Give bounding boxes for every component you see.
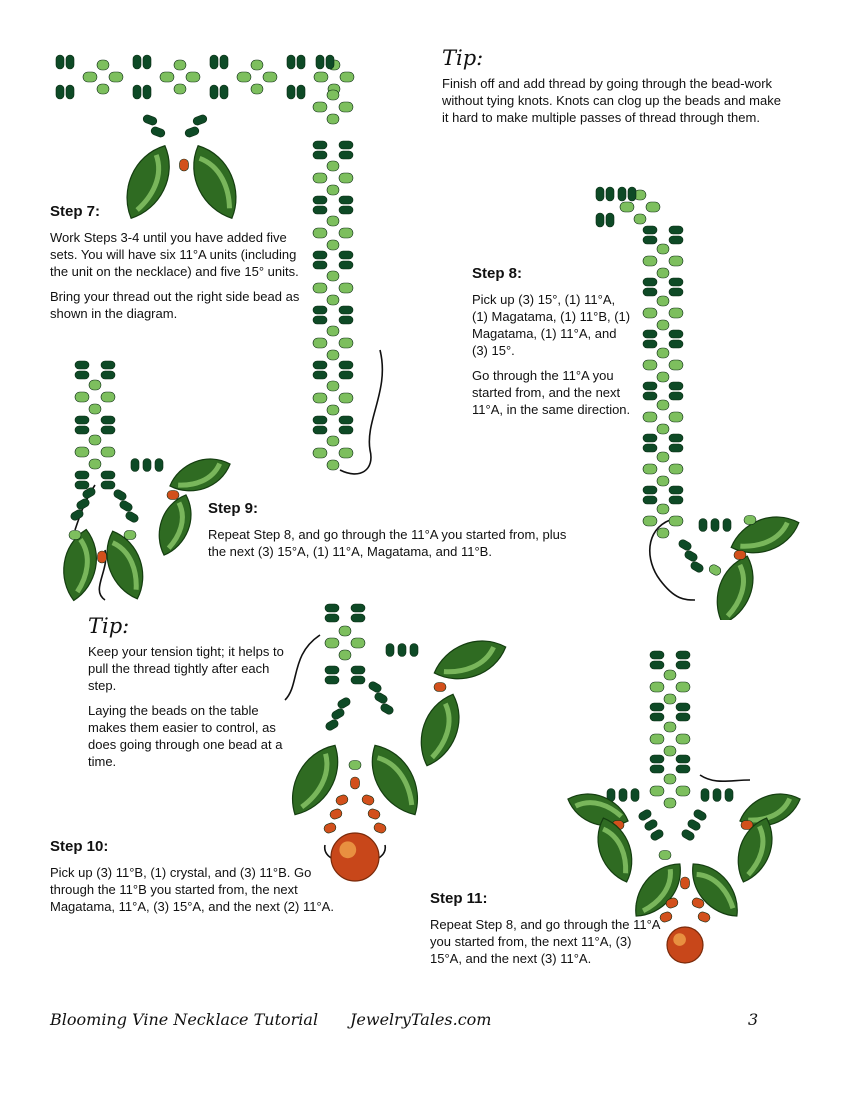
tip-1-title: Tip: <box>442 46 484 70</box>
bead-icon <box>643 464 657 474</box>
bead-icon <box>657 244 669 254</box>
bead-icon <box>643 392 657 400</box>
crystal-highlight <box>673 933 686 946</box>
bead-icon <box>56 85 64 99</box>
bead-icon <box>657 504 669 514</box>
step-7-text-1: Work Steps 3-4 until you have added five sets. You will have six 11°A units (including the unit on the necklace) and five 15° units. <box>50 230 299 279</box>
bead-icon <box>657 320 669 330</box>
bead-icon <box>313 261 327 269</box>
bead-icon <box>66 85 74 99</box>
bead-icon <box>340 72 354 82</box>
bead-icon <box>646 202 660 212</box>
bead-icon <box>683 549 698 562</box>
step-7-title: Step 7: <box>50 203 101 220</box>
bead-icon <box>339 448 353 458</box>
bead-icon <box>112 488 127 501</box>
tip-2-text-2: Laying the beads on the table makes them easier to control, as does going through one bead at a time. <box>88 703 283 769</box>
bead-icon <box>664 722 676 732</box>
bead-icon <box>686 818 701 831</box>
crystal-highlight <box>339 841 356 858</box>
bead-icon <box>263 72 277 82</box>
bead-icon <box>373 691 388 704</box>
bead-icon <box>351 777 360 789</box>
step-8-title: Step 8: <box>472 265 523 282</box>
thread-line <box>650 520 695 600</box>
bead-icon <box>650 661 664 669</box>
bead-icon <box>97 84 109 94</box>
bead-icon <box>101 371 115 379</box>
bead-icon <box>326 55 334 69</box>
step-11 <box>430 890 662 975</box>
bead-icon <box>676 682 690 692</box>
bead-icon <box>186 72 200 82</box>
bead-icon <box>174 60 186 70</box>
bead-icon <box>434 683 446 692</box>
bead-icon <box>339 416 353 424</box>
step-9-text: Repeat Step 8, and go through the 11°A you started from, plus the next (3) 15°A, (1) 11°A, Magatama, and 11°B. <box>208 527 567 559</box>
bead-icon <box>697 911 711 924</box>
step-10-title: Step 10: <box>50 838 109 855</box>
bead-icon <box>669 226 683 234</box>
bead-icon <box>118 499 133 512</box>
bead-icon <box>142 114 158 126</box>
bead-icon <box>669 256 683 266</box>
bead-icon <box>75 447 89 457</box>
bead-icon <box>649 828 664 841</box>
bead-icon <box>643 382 657 390</box>
bead-icon <box>327 295 339 305</box>
bead-icon <box>618 187 626 201</box>
bead-icon <box>297 55 305 69</box>
bead-icon <box>643 444 657 452</box>
bead-icon <box>210 85 218 99</box>
bead-icon <box>692 808 707 821</box>
bead-icon <box>133 55 141 69</box>
bead-icon <box>75 497 90 510</box>
bead-icon <box>351 604 365 612</box>
bead-icon <box>734 551 746 560</box>
bead-icon <box>75 361 89 369</box>
bead-icon <box>676 651 690 659</box>
bead-icon <box>657 476 669 486</box>
bead-icon <box>386 644 394 657</box>
bead-icon <box>101 447 115 457</box>
bead-icon <box>101 481 115 489</box>
bead-icon <box>150 126 166 138</box>
bead-icon <box>324 718 339 731</box>
bead-icon <box>643 288 657 296</box>
bead-icon <box>69 531 81 540</box>
thread-line <box>700 775 750 781</box>
bead-icon <box>327 240 339 250</box>
bead-icon <box>339 338 353 348</box>
bead-icon <box>327 381 339 391</box>
bead-icon <box>313 196 327 204</box>
bead-icon <box>131 459 139 472</box>
bead-icon <box>327 436 339 446</box>
bead-icon <box>313 338 327 348</box>
bead-icon <box>410 644 418 657</box>
bead-icon <box>680 828 695 841</box>
bead-icon <box>708 563 723 577</box>
bead-icon <box>643 496 657 504</box>
bead-icon <box>109 72 123 82</box>
footer-title: Blooming Vine Necklace Tutorial <box>50 1010 319 1029</box>
bead-icon <box>339 228 353 238</box>
bead-icon <box>98 551 107 563</box>
bead-icon <box>251 60 263 70</box>
bead-icon <box>379 702 394 715</box>
bead-icon <box>744 516 756 525</box>
step-7 <box>50 203 302 330</box>
bead-icon <box>643 340 657 348</box>
bead-icon <box>643 308 657 318</box>
bead-icon <box>349 761 361 770</box>
step-9-title: Step 9: <box>208 500 259 517</box>
bead-icon <box>89 404 101 414</box>
step-11-text: Repeat Step 8, and go through the 11°A you started from, the next 11°A, (3) 15°A, and the next (3) 11°A. <box>430 917 660 966</box>
bead-icon <box>643 516 657 526</box>
bead-icon <box>643 486 657 494</box>
bead-icon <box>313 393 327 403</box>
magatama-leaf-icon <box>411 689 468 772</box>
bead-icon <box>619 789 627 802</box>
bead-icon <box>192 114 208 126</box>
bead-icon <box>367 680 382 693</box>
bead-icon <box>167 491 179 500</box>
bead-icon <box>664 774 676 784</box>
bead-icon <box>339 261 353 269</box>
bead-icon <box>699 519 707 532</box>
bead-icon <box>75 481 89 489</box>
bead-icon <box>89 459 101 469</box>
bead-icon <box>327 271 339 281</box>
bead-icon <box>628 187 636 201</box>
bead-icon <box>75 392 89 402</box>
bead-icon <box>637 808 652 821</box>
bead-icon <box>323 822 337 835</box>
step-8-text-1: Pick up (3) 15°, (1) 11°A, (1) Magatama, (1) 11°B, (1) Magatama, (1) 11°A, and (3) 15°. <box>472 292 631 358</box>
bead-icon <box>89 380 101 390</box>
bead-icon <box>339 206 353 214</box>
bead-icon <box>327 216 339 226</box>
bead-icon <box>155 459 163 472</box>
bead-icon <box>287 55 295 69</box>
bead-icon <box>711 519 719 532</box>
bead-icon <box>677 538 692 551</box>
bead-icon <box>174 84 186 94</box>
bead-icon <box>327 460 339 470</box>
bead-icon <box>643 360 657 370</box>
bead-icon <box>689 560 704 573</box>
bead-icon <box>681 877 690 889</box>
bead-icon <box>327 185 339 195</box>
bead-icon <box>650 765 664 773</box>
tip-2 <box>88 614 300 778</box>
bead-icon <box>97 60 109 70</box>
bead-icon <box>650 786 664 796</box>
bead-icon <box>669 516 683 526</box>
bead-icon <box>650 713 664 721</box>
bead-icon <box>325 666 339 674</box>
bead-icon <box>339 316 353 324</box>
bead-icon <box>631 789 639 802</box>
bead-icon <box>325 638 339 648</box>
bead-icon <box>210 55 218 69</box>
bead-icon <box>669 496 683 504</box>
step-10 <box>50 838 340 923</box>
bead-icon <box>367 808 381 821</box>
bead-icon <box>327 350 339 360</box>
bead-icon <box>669 412 683 422</box>
bead-icon <box>676 786 690 796</box>
bead-icon <box>287 85 295 99</box>
bead-icon <box>313 141 327 149</box>
bead-icon <box>669 464 683 474</box>
bead-icon <box>643 236 657 244</box>
bead-icon <box>339 196 353 204</box>
bead-icon <box>237 72 251 82</box>
magatama-leaf-icon <box>151 490 199 560</box>
bead-icon <box>325 604 339 612</box>
tip-2-title: Tip: <box>88 614 130 638</box>
bead-icon <box>56 55 64 69</box>
bead-icon <box>634 214 646 224</box>
bead-icon <box>327 90 339 100</box>
bead-icon <box>657 400 669 410</box>
bead-icon <box>351 676 365 684</box>
bead-icon <box>75 471 89 479</box>
bead-icon <box>251 84 263 94</box>
page-number: 3 <box>748 1010 759 1029</box>
bead-icon <box>669 278 683 286</box>
bead-icon <box>650 703 664 711</box>
tip-1 <box>442 46 782 134</box>
step-8-text-2: Go through the 11°A you started from, and the next 11°A, in the same direction. <box>472 368 631 417</box>
bead-icon <box>316 55 324 69</box>
bead-icon <box>75 416 89 424</box>
magatama-leaf-icon <box>708 551 762 620</box>
bead-icon <box>327 326 339 336</box>
bead-icon <box>676 765 690 773</box>
bead-icon <box>143 55 151 69</box>
bead-icon <box>351 638 365 648</box>
bead-icon <box>713 789 721 802</box>
bead-icon <box>313 306 327 314</box>
bead-icon <box>596 187 604 201</box>
bead-icon <box>657 424 669 434</box>
bead-icon <box>101 471 115 479</box>
bead-icon <box>339 306 353 314</box>
bead-icon <box>339 251 353 259</box>
bead-icon <box>669 382 683 390</box>
bead-icon <box>657 348 669 358</box>
bead-icon <box>643 256 657 266</box>
bead-icon <box>313 151 327 159</box>
bead-icon <box>664 746 676 756</box>
bead-icon <box>184 126 200 138</box>
bead-icon <box>664 670 676 680</box>
bead-icon <box>659 851 671 860</box>
bead-icon <box>650 682 664 692</box>
bead-icon <box>327 161 339 171</box>
bead-icon <box>327 405 339 415</box>
bead-icon <box>339 393 353 403</box>
bead-icon <box>669 392 683 400</box>
bead-icon <box>657 372 669 382</box>
step-11-title: Step 11: <box>430 890 488 907</box>
bead-icon <box>101 392 115 402</box>
bead-icon <box>669 340 683 348</box>
step9-diagram <box>45 355 245 610</box>
bead-icon <box>339 141 353 149</box>
bead-icon <box>669 308 683 318</box>
bead-icon <box>313 283 327 293</box>
magatama-leaf-icon <box>429 631 512 688</box>
bead-icon <box>669 360 683 370</box>
step-8 <box>472 265 634 426</box>
bead-icon <box>351 614 365 622</box>
bead-icon <box>339 426 353 434</box>
bead-icon <box>676 713 690 721</box>
bead-icon <box>339 102 353 112</box>
step-7-text-2: Bring your thread out the right side bead as shown in the diagram. <box>50 289 300 321</box>
bead-icon <box>669 486 683 494</box>
bead-icon <box>398 644 406 657</box>
bead-icon <box>335 794 349 807</box>
bead-icon <box>89 435 101 445</box>
bead-icon <box>336 696 351 709</box>
bead-icon <box>325 614 339 622</box>
bead-icon <box>701 789 709 802</box>
bead-icon <box>101 361 115 369</box>
bead-icon <box>329 808 343 821</box>
bead-icon <box>220 85 228 99</box>
bead-icon <box>297 85 305 99</box>
bead-icon <box>643 226 657 234</box>
bead-icon <box>650 755 664 763</box>
bead-icon <box>330 707 345 720</box>
bead-icon <box>657 268 669 278</box>
bead-icon <box>313 228 327 238</box>
bead-icon <box>314 72 328 82</box>
bead-icon <box>313 448 327 458</box>
bead-icon <box>66 55 74 69</box>
bead-icon <box>676 703 690 711</box>
bead-icon <box>650 651 664 659</box>
bead-icon <box>596 213 604 227</box>
bead-icon <box>124 510 139 523</box>
bead-icon <box>220 55 228 69</box>
bead-icon <box>361 794 375 807</box>
footer-website: JewelryTales.com <box>350 1010 492 1029</box>
bead-icon <box>723 519 731 532</box>
bead-icon <box>313 206 327 214</box>
bead-icon <box>669 444 683 452</box>
crystal-bead-icon <box>667 927 703 963</box>
bead-icon <box>669 434 683 442</box>
bead-icon <box>313 416 327 424</box>
bead-icon <box>143 85 151 99</box>
bead-icon <box>664 798 676 808</box>
bead-icon <box>676 734 690 744</box>
bead-icon <box>650 734 664 744</box>
bead-icon <box>339 361 353 369</box>
bead-icon <box>643 412 657 422</box>
step-10-text: Pick up (3) 11°B, (1) crystal, and (3) 11°B. Go through the 11°B you started from, the next Magatama, 11°A, (3) 15°A, and the next (2) 11°A. <box>50 865 334 914</box>
bead-icon <box>339 626 351 636</box>
bead-icon <box>313 251 327 259</box>
bead-icon <box>339 650 351 660</box>
bead-icon <box>725 789 733 802</box>
bead-icon <box>83 72 97 82</box>
bead-icon <box>643 818 658 831</box>
bead-icon <box>313 426 327 434</box>
bead-icon <box>75 371 89 379</box>
bead-icon <box>339 173 353 183</box>
bead-icon <box>313 371 327 379</box>
step-9 <box>208 500 578 568</box>
bead-icon <box>657 528 669 538</box>
bead-icon <box>606 187 614 201</box>
bead-icon <box>313 361 327 369</box>
bead-icon <box>124 531 136 540</box>
bead-icon <box>643 434 657 442</box>
bead-icon <box>669 236 683 244</box>
bead-icon <box>351 666 365 674</box>
bead-icon <box>657 296 669 306</box>
bead-icon <box>676 755 690 763</box>
bead-icon <box>313 316 327 324</box>
bead-icon <box>101 416 115 424</box>
bead-icon <box>101 426 115 434</box>
bead-icon <box>643 330 657 338</box>
bead-icon <box>325 676 339 684</box>
bead-icon <box>143 459 151 472</box>
bead-icon <box>676 661 690 669</box>
bead-icon <box>133 85 141 99</box>
bead-icon <box>75 426 89 434</box>
tip-2-text-1: Keep your tension tight; it helps to pull the thread tightly after each step. <box>88 644 284 693</box>
bead-icon <box>339 151 353 159</box>
bead-icon <box>313 173 327 183</box>
bead-icon <box>180 159 189 171</box>
bead-icon <box>160 72 174 82</box>
bead-icon <box>373 822 387 835</box>
tip-1-text: Finish off and add thread by going through the bead-work without tying knots. Knots can clog up the beads and make it hard to make multiple passes of thread through them. <box>442 76 781 125</box>
bead-icon <box>669 330 683 338</box>
bead-icon <box>606 213 614 227</box>
bead-icon <box>664 694 676 704</box>
bead-icon <box>339 371 353 379</box>
bead-icon <box>669 288 683 296</box>
bead-icon <box>313 102 327 112</box>
bead-icon <box>643 278 657 286</box>
bead-icon <box>657 452 669 462</box>
bead-icon <box>620 202 634 212</box>
bead-icon <box>339 283 353 293</box>
bead-icon <box>327 114 339 124</box>
